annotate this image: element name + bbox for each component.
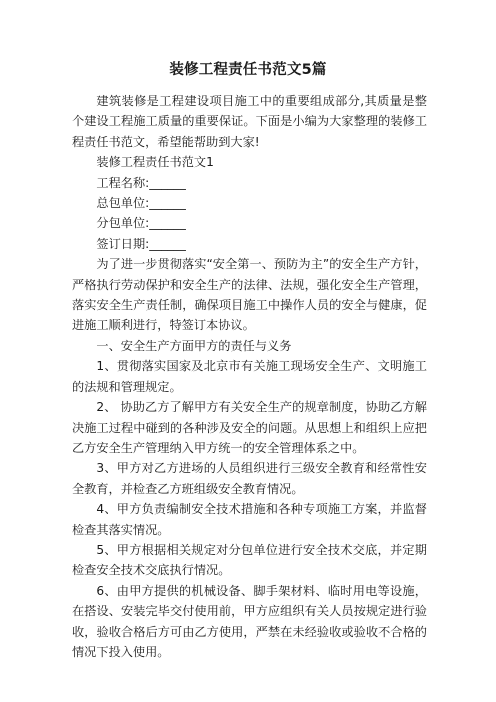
general-contractor-field: 总包单位:______ xyxy=(96,196,186,211)
signing-date-field: 签订日期:______ xyxy=(96,236,186,251)
clause-item: 3、甲方对乙方进场的人员组织进行三级安全教育和经常性安全教育，并检查乙方班组级安全教育情况。 xyxy=(72,461,427,496)
clause-heading: 一、安全生产方面甲方的责任与义务 xyxy=(96,338,292,353)
intro-paragraph: 建筑装修是工程建设项目施工中的重要组成部分,其质量是整个建设工程施工质量的重要保证。下面是小编为大家整理的装修工程责任书范文，希望能帮助到大家! xyxy=(72,94,427,149)
project-name-field: 工程名称:______ xyxy=(96,175,186,190)
clause-item: 5、甲方根据相关规定对分包单位进行安全技术交底，并定期检查安全技术交底执行情况。 xyxy=(72,542,427,578)
clause-item: 6、由甲方提供的机械设备、脚手架材料、临时用电等设施，在搭设、安装完毕交付使用前，甲方应组织有关人员按规定进行验收，验收合格后方可由乙方使用，严禁在未经验收或验收不合格的情况下投入使用。 xyxy=(72,583,427,659)
document-body xyxy=(72,91,427,662)
preamble-paragraph: 为了进一步贯彻落实“安全第一、预防为主”的安全生产方针，严格执行劳动保护和安全生产的法律、法规，强化安全生产管理，落实安全生产责任制，确保项目施工中操作人员的安全与健康，促进施工顺利进行，特签订本协议。 xyxy=(72,257,427,333)
clause-item: 2、 协助乙方了解甲方有关安全生产的规章制度，协助乙方解决施工过程中碰到的各种涉及安全的问题。从思想上和组织上应把乙方安全生产管理纳入甲方统一的安全管理体系之中。 xyxy=(72,400,427,455)
clause-item: 1、贯彻落实国家及北京市有关施工现场安全生产、文明施工的法规和管理规定。 xyxy=(72,359,427,394)
clause-item: 4、甲方负责编制安全技术措施和各种专项施工方案，并监督检查其落实情况。 xyxy=(72,502,427,537)
subcontractor-field: 分包单位:______ xyxy=(96,216,186,231)
document-title: 装修工程责任书范文5篇 xyxy=(169,62,327,78)
section-heading: 装修工程责任书范文1 xyxy=(96,155,214,170)
